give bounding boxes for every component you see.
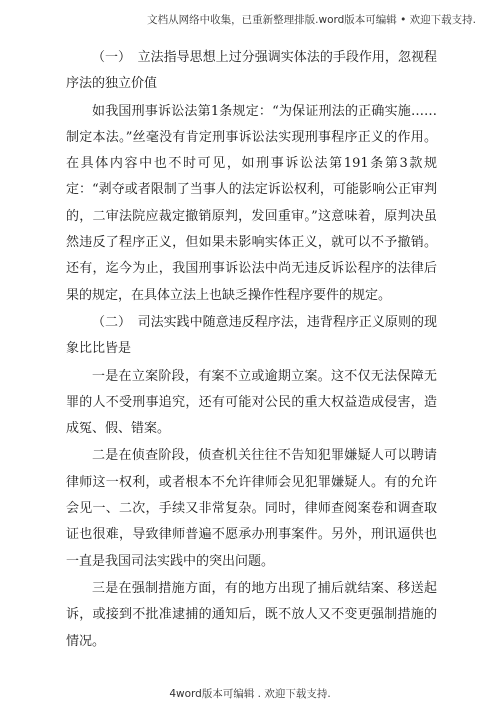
paragraph-4: 三是在强制措施方面，有的地方出现了捕后就结案、移送起诉，或接到不批准逮捕的通知后，既不放人又不变更强制措施的情况。 (66, 580, 437, 649)
section-heading-1: （一） 立法指导思想上过分强调实体法的手段作用，忽视程序法的独立价值 (66, 50, 437, 92)
paragraph-2: 一是在立案阶段，有案不立或逾期立案。这不仅无法保障无罪的人不受刑事追究，还有可能对公民的重大权益造成侵害，造成冤、假、错案。 (66, 368, 437, 437)
document-body (66, 45, 437, 656)
section-heading-2: （二） 司法实践中随意违反程序法，违背程序正义原则的现象比比皆是 (66, 314, 437, 357)
paragraph-3: 二是在侦查阶段，侦查机关往往不告知犯罪嫌疑人可以聘请律师这一权利，或者根本不允许律师会见犯罪嫌疑人。有的允许会见一、二次，手续又非常复杂。同时，律师查阅案卷和调查取证也很难，导致律师普遍不愿承办刑事案件。另外，刑讯逼供也一直是我国司法实践中的突出问题。 (66, 448, 437, 569)
page-footer-notice: 4word版本可编辑 . 欢迎下载支持. (169, 688, 331, 700)
page-header-notice: 文档从网络中收集，已重新整理排版.word版本可编辑 • 欢迎下载支持. (147, 14, 476, 26)
paragraph-1: 如我国刑事诉讼法第1条规定：“为保证刑法的正确实施……制定本法。”丝毫没有肯定刑事诉讼法实现刑事程序正义的作用。在具体内容中也不时可见，如刑事诉讼法第191条第3款规定：“剥夺或者限制了当事人的法定诉讼权利，可能影响公正审判的，二审法院应裁定撤销原判，发回重审。”这意味着，原判决虽然违反了程序正义，但如果未影响实体正义，就可以不予撤销。还有，迄今为止，我国刑事诉讼法中尚无违反诉讼程序的法律后果的规定，在具体立法上也缺乏操作性程序要件的规定。 (66, 103, 437, 303)
